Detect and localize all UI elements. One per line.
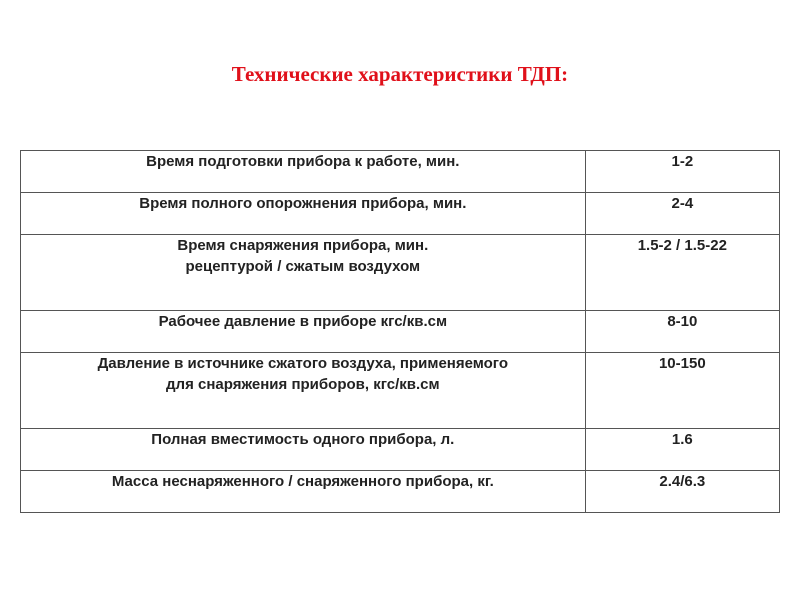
parameter-text: Время снаряжения прибора, мин. <box>177 237 429 254</box>
parameter-cell <box>21 429 586 471</box>
parameter-text: Время подготовки прибора к работе, мин. <box>146 153 460 170</box>
value-cell: 2.4/6.3 <box>585 471 779 513</box>
value-cell: 8-10 <box>585 311 779 353</box>
parameter-text: Рабочее давление в приборе кгс/кв.см <box>158 313 448 330</box>
parameter-text: для снаряжения приборов, кгс/кв.см <box>166 376 440 393</box>
value-cell: 1.6 <box>585 429 779 471</box>
parameter-cell <box>21 193 586 235</box>
parameter-cell <box>21 471 586 513</box>
parameter-cell <box>21 353 586 429</box>
parameter-text: Время полного опорожнения прибора, мин. <box>139 195 467 212</box>
parameter-text: Масса неснаряженного / снаряженного прибора, кг. <box>111 473 494 490</box>
table-row <box>21 235 780 311</box>
table-row <box>21 471 780 513</box>
table-row <box>21 429 780 471</box>
parameter-text: рецептурой / сжатым воздухом <box>185 258 421 275</box>
value-cell: 1.5-2 / 1.5-22 <box>585 235 779 311</box>
value-cell: 10-150 <box>585 353 779 429</box>
table-row <box>21 353 780 429</box>
specifications-table <box>20 150 780 513</box>
parameter-text: Полная вместимость одного прибора, л. <box>151 431 455 448</box>
table-row <box>21 311 780 353</box>
table-row <box>21 151 780 193</box>
page-title: Технические характеристики ТДП: <box>231 62 569 86</box>
parameter-text: Давление в источнике сжатого воздуха, применяемого <box>97 355 509 372</box>
parameter-cell <box>21 151 586 193</box>
value-cell: 1-2 <box>585 151 779 193</box>
parameter-cell <box>21 235 586 311</box>
value-cell: 2-4 <box>585 193 779 235</box>
parameter-cell <box>21 311 586 353</box>
table-row <box>21 193 780 235</box>
